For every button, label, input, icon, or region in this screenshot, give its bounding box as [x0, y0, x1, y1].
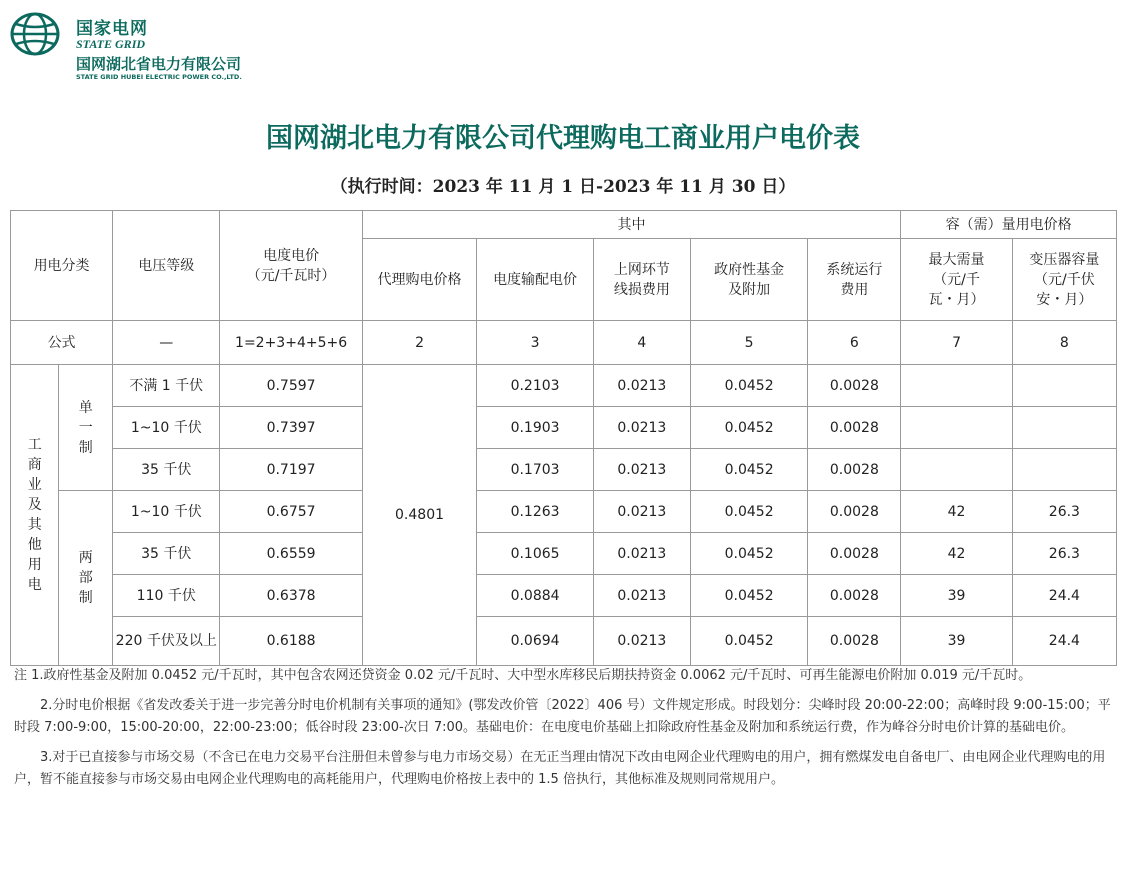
notes-section: [14, 665, 1114, 799]
cell-system: 0.0028: [808, 617, 901, 666]
header-loss-fee: [593, 239, 690, 321]
category-char: 其: [27, 517, 42, 533]
cell-transmission: 0.1903: [477, 407, 594, 449]
logo-en-name: STATE GRID: [76, 37, 146, 51]
cell-transformer: 24.4: [1012, 575, 1116, 617]
header-gov-fund: [690, 239, 808, 321]
cell-system: 0.0028: [808, 575, 901, 617]
cell-loss: 0.0213: [593, 449, 690, 491]
state-grid-globe-icon: [10, 12, 60, 56]
header-transformer-line3: 安・月）: [1036, 291, 1093, 308]
header-transmission-price: 电度输配电价: [477, 239, 594, 321]
header-price-line1: 电度电价: [263, 247, 320, 264]
cell-voltage: 1~10 千伏: [113, 491, 220, 533]
single-char: 单: [78, 399, 93, 416]
document-title: 国网湖北电力有限公司代理购电工商业用户电价表: [266, 123, 860, 154]
category-char: 业: [27, 477, 42, 493]
category-char: 及: [27, 497, 42, 513]
header-agency-price: 代理购电价格: [362, 239, 477, 321]
cell-transmission: 0.0694: [477, 617, 594, 666]
cell-voltage: 1~10 千伏: [113, 407, 220, 449]
cell-fund: 0.0452: [690, 575, 808, 617]
category-char: 电: [27, 577, 42, 593]
cell-transmission: 0.1703: [477, 449, 594, 491]
cell-demand: 42: [901, 491, 1012, 533]
formula-voltage: —: [113, 321, 220, 365]
category-char: 用: [27, 557, 42, 573]
header-row-1: [11, 211, 1117, 239]
cell-transformer: [1012, 407, 1116, 449]
cell-price: 0.7397: [220, 407, 362, 449]
header-category: 用电分类: [11, 211, 113, 321]
cell-demand: 39: [901, 617, 1012, 666]
cell-agency-price: 0.4801: [362, 365, 477, 666]
cell-price: 0.6757: [220, 491, 362, 533]
single-char: 制: [78, 439, 93, 456]
header-gov-fund-line1: 政府性基金: [714, 261, 785, 278]
cell-system: 0.0028: [808, 533, 901, 575]
cell-system: 0.0028: [808, 449, 901, 491]
formula-c5: 5: [690, 321, 808, 365]
cell-loss: 0.0213: [593, 575, 690, 617]
formula-c8: 8: [1012, 321, 1116, 365]
header-transformer: [1012, 239, 1116, 321]
single-char: 一: [78, 419, 93, 436]
table-row: [11, 407, 1117, 449]
category-char: 商: [27, 457, 42, 473]
price-table: [10, 210, 1117, 666]
cell-demand: 39: [901, 575, 1012, 617]
cell-loss: 0.0213: [593, 533, 690, 575]
cell-loss: 0.0213: [593, 617, 690, 666]
header-max-demand-line2: （元/千: [933, 271, 980, 288]
cell-voltage: 不满 1 千伏: [113, 365, 220, 407]
header-max-demand-line1: 最大需量: [928, 251, 985, 268]
cell-price: 0.6559: [220, 533, 362, 575]
cell-demand: 42: [901, 533, 1012, 575]
cell-fund: 0.0452: [690, 617, 808, 666]
category-char: 工: [27, 437, 42, 453]
formula-c6: 6: [808, 321, 901, 365]
cell-fund: 0.0452: [690, 449, 808, 491]
subcategory-single-rate: [59, 365, 113, 491]
formula-c3: 3: [477, 321, 594, 365]
cell-loss: 0.0213: [593, 407, 690, 449]
cell-transmission: 0.1263: [477, 491, 594, 533]
logo-company-en: STATE GRID HUBEI ELECTRIC POWER CO.,LTD.: [76, 73, 242, 81]
category-commercial: [11, 365, 59, 666]
cell-transformer: 24.4: [1012, 617, 1116, 666]
table-row: [11, 575, 1117, 617]
cell-demand: [901, 407, 1012, 449]
header-max-demand: [901, 239, 1012, 321]
formula-label: 公式: [11, 321, 113, 365]
cell-transmission: 0.0884: [477, 575, 594, 617]
two-part-char: 两: [78, 550, 93, 566]
header-of-which: 其中: [362, 211, 901, 239]
logo-company-cn: 国网湖北省电力有限公司: [76, 55, 242, 73]
header-system-fee-line1: 系统运行: [826, 261, 883, 278]
formula-c4: 4: [593, 321, 690, 365]
cell-price: 0.6188: [220, 617, 362, 666]
header-system-fee: [808, 239, 901, 321]
note-3: 3.对于已直接参与市场交易（不含已在电力交易平台注册但未曾参与电力市场交易）在无正当理由情况下改由电网企业代理购电的用户，拥有燃煤发电自备电厂、由电网企业代理购电的用户，暂不能直接参与市场交易由电网企业代理购电的高耗能用户，代理购电价格按上表中的 1.5 倍执行，其他标准及规则同常规用户。: [14, 750, 1106, 787]
cell-transformer: [1012, 449, 1116, 491]
formula-c2: 2: [362, 321, 477, 365]
two-part-char: 部: [78, 570, 93, 586]
header-capacity-group: 容（需）量用电价格: [901, 211, 1117, 239]
cell-fund: 0.0452: [690, 365, 808, 407]
cell-price: 0.7597: [220, 365, 362, 407]
header-price: [220, 211, 362, 321]
cell-price: 0.7197: [220, 449, 362, 491]
header-system-fee-line2: 费用: [840, 281, 869, 298]
cell-system: 0.0028: [808, 491, 901, 533]
document-subtitle: （执行时间：2023 年 11 月 1 日-2023 年 11 月 30 日）: [330, 177, 796, 197]
note-1: 注 1.政府性基金及附加 0.0452 元/千瓦时，其中包含农网还贷资金 0.02 元/千瓦时、大中型水库移民后期扶持资金 0.0062 元/千瓦时、可再生能源电价附加 0.019 元/千瓦时。: [14, 668, 1032, 683]
formula-c7: 7: [901, 321, 1012, 365]
header-transformer-line2: （元/千伏: [1034, 271, 1095, 288]
subcategory-two-part: [59, 491, 113, 666]
cell-fund: 0.0452: [690, 533, 808, 575]
cell-loss: 0.0213: [593, 491, 690, 533]
cell-system: 0.0028: [808, 365, 901, 407]
table-row: [11, 449, 1117, 491]
cell-transmission: 0.2103: [477, 365, 594, 407]
table-row: [11, 617, 1117, 666]
formula-price: 1=2+3+4+5+6: [220, 321, 362, 365]
formula-row: [11, 321, 1117, 365]
cell-price: 0.6378: [220, 575, 362, 617]
cell-demand: [901, 449, 1012, 491]
header-loss-fee-line2: 线损费用: [613, 281, 670, 298]
table-row: [11, 365, 1117, 407]
cell-demand: [901, 365, 1012, 407]
header-loss-fee-line1: 上网环节: [613, 261, 670, 278]
company-logo: [10, 6, 310, 80]
header-transformer-line1: 变压器容量: [1029, 251, 1100, 268]
category-char: 他: [27, 537, 42, 553]
cell-transmission: 0.1065: [477, 533, 594, 575]
cell-fund: 0.0452: [690, 407, 808, 449]
logo-cn-name: 国家电网: [76, 19, 148, 39]
cell-system: 0.0028: [808, 407, 901, 449]
cell-transformer: [1012, 365, 1116, 407]
cell-transformer: 26.3: [1012, 491, 1116, 533]
cell-voltage: 35 千伏: [113, 449, 220, 491]
header-price-line2: （元/千瓦时）: [246, 267, 336, 284]
header-max-demand-line3: 瓦・月）: [928, 291, 985, 308]
header-gov-fund-line2: 及附加: [728, 281, 771, 298]
table-row: [11, 533, 1117, 575]
table-row: [11, 491, 1117, 533]
cell-transformer: 26.3: [1012, 533, 1116, 575]
cell-loss: 0.0213: [593, 365, 690, 407]
cell-voltage: 110 千伏: [113, 575, 220, 617]
cell-voltage: 220 千伏及以上: [113, 617, 220, 666]
cell-fund: 0.0452: [690, 491, 808, 533]
note-2: 2.分时电价根据《省发改委关于进一步完善分时电价机制有关事项的通知》(鄂发改价管〔2022〕406 号）文件规定形成。时段划分：尖峰时段 20:00-22:00；高峰时段 9:00-15:00；平时段 7:00-9:00，15:00-20:00，22:00-23:00；低谷时段 23:00-次日 7:00。基础电价：在电度电价基础上扣除政府性基金及附加和系统运行费，作为峰谷分时电价计算的基础电价。: [14, 698, 1111, 735]
two-part-char: 制: [78, 590, 93, 606]
cell-voltage: 35 千伏: [113, 533, 220, 575]
header-voltage: 电压等级: [113, 211, 220, 321]
